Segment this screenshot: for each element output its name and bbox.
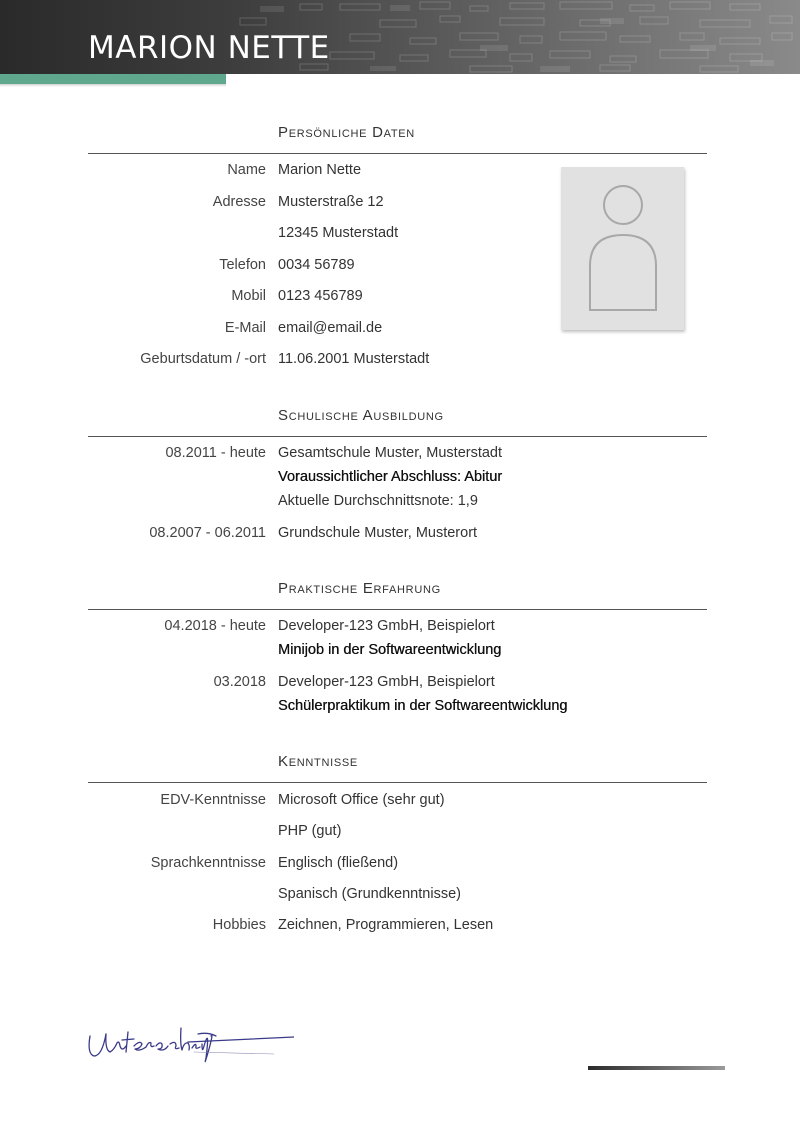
- label-birth: Geburtsdatum / -ort: [140, 351, 266, 367]
- education-school: Grundschule Muster, Musterort: [278, 525, 478, 541]
- experience-company: Developer-123 GmbH, Beispielort: [278, 674, 495, 690]
- section-title-skills: Kenntnisse: [278, 753, 358, 770]
- education-date: 08.2011 - heute: [165, 445, 266, 461]
- skill-value: Englisch (fließend): [278, 855, 399, 871]
- education-detail: Aktuelle Durchschnittsnote: 1,9: [278, 493, 478, 509]
- label-mobile: Mobil: [231, 288, 266, 304]
- skill-value: Spanisch (Grundkenntnisse): [278, 886, 461, 902]
- section-divider: [88, 782, 707, 783]
- signature: [84, 1016, 294, 1083]
- accent-bar: [0, 74, 226, 84]
- skill-value: PHP (gut): [278, 823, 342, 839]
- header-banner: [0, 0, 800, 74]
- experience-role: Minijob in der Softwareentwicklung: [278, 642, 502, 658]
- value-name: Marion Nette: [278, 162, 362, 178]
- label-email: E-Mail: [224, 320, 266, 336]
- experience-company: Developer-123 GmbH, Beispielort: [278, 618, 495, 634]
- section-divider: [88, 436, 707, 437]
- signature-scribble: [84, 1016, 294, 1078]
- value-email: email@email.de: [278, 320, 383, 336]
- person-silhouette-icon: [561, 167, 684, 330]
- label-languages: Sprachkenntnisse: [150, 855, 266, 871]
- footer-bar: [588, 1066, 725, 1070]
- skill-value: Zeichnen, Programmieren, Lesen: [278, 917, 494, 933]
- section-divider: [88, 153, 707, 154]
- label-name: Name: [227, 162, 266, 178]
- section-title-experience: Praktische Erfahrung: [278, 580, 441, 597]
- experience-role: Schülerpraktikum in der Softwareentwicklung: [278, 698, 568, 714]
- section-title-personal: Persönliche Daten: [278, 124, 415, 141]
- value-mobile: 0123 456789: [278, 288, 363, 304]
- skill-value: Microsoft Office (sehr gut): [278, 792, 445, 808]
- label-hobbies: Hobbies: [212, 917, 266, 933]
- education-date: 08.2007 - 06.2011: [149, 525, 266, 541]
- label-address: Adresse: [212, 194, 266, 210]
- value-phone: 0034 56789: [278, 257, 355, 273]
- value-city: 12345 Musterstadt: [278, 225, 399, 241]
- label-edv: EDV-Kenntnisse: [160, 792, 266, 808]
- section-title-education: Schulische Ausbildung: [278, 407, 444, 424]
- education-detail: Voraussichtlicher Abschluss: Abitur: [278, 469, 503, 485]
- experience-date: 04.2018 - heute: [164, 618, 266, 634]
- accent-bar-shadow: [0, 84, 226, 87]
- education-school: Gesamtschule Muster, Musterstadt: [278, 445, 503, 461]
- value-birth: 11.06.2001 Musterstadt: [278, 351, 430, 367]
- section-divider: [88, 609, 707, 610]
- profile-photo-placeholder: [561, 167, 684, 330]
- label-phone: Telefon: [219, 257, 266, 273]
- value-street: Musterstraße 12: [278, 194, 384, 210]
- experience-date: 03.2018: [213, 674, 266, 690]
- candidate-name: MARION NETTE: [88, 30, 330, 66]
